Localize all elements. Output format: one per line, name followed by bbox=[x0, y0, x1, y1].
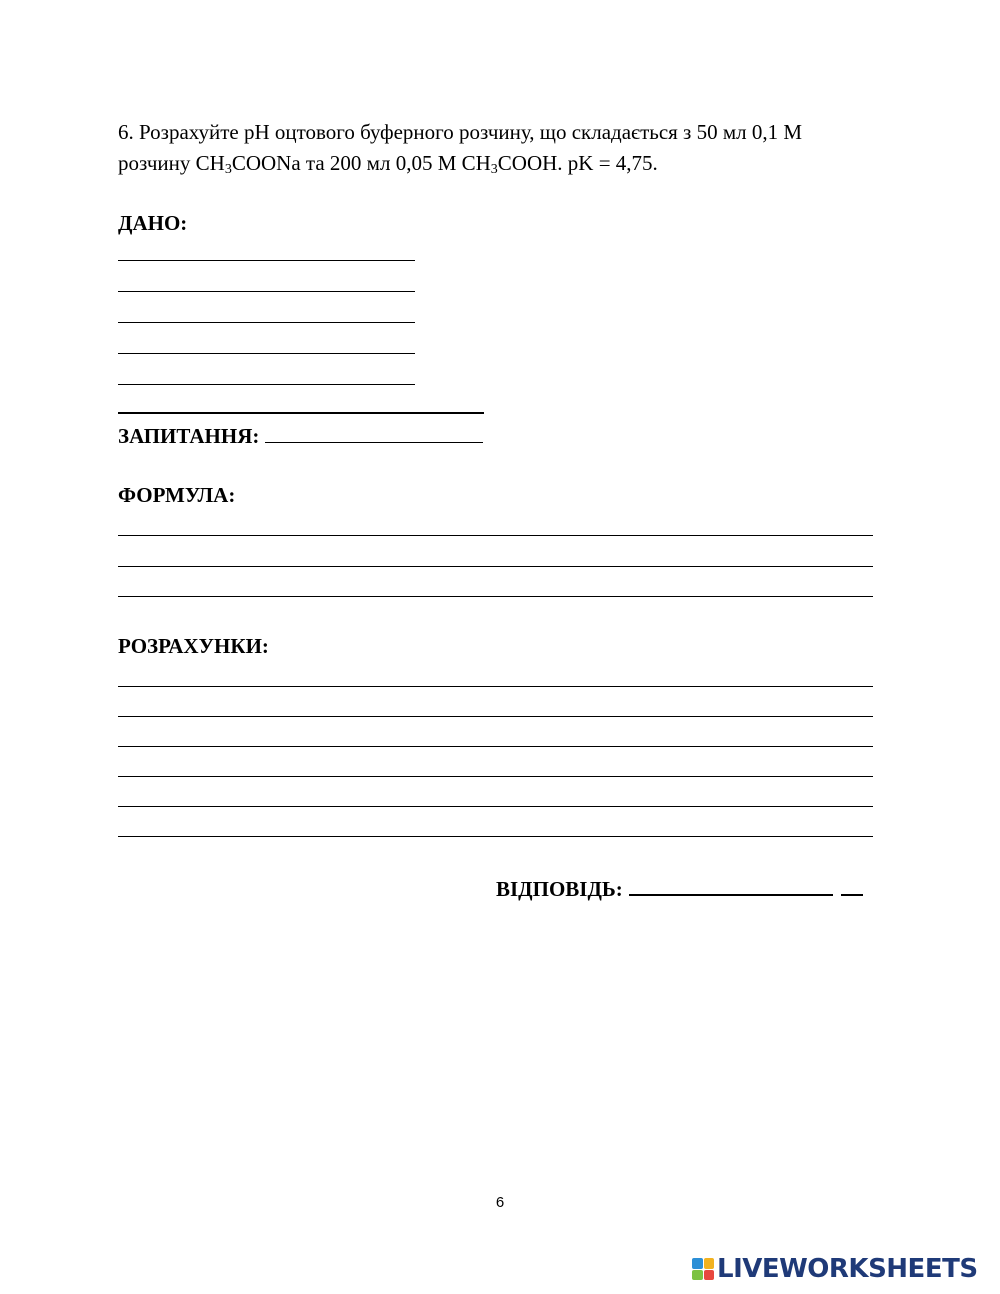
answer-row bbox=[496, 876, 863, 902]
calculations-blank-line[interactable] bbox=[118, 746, 873, 747]
logo-tile bbox=[704, 1270, 715, 1281]
page-number: 6 bbox=[495, 1194, 505, 1211]
formula-blank-line[interactable] bbox=[118, 535, 873, 536]
formula-blank-line[interactable] bbox=[118, 596, 873, 597]
calculations-heading: РОЗРАХУНКИ: bbox=[118, 634, 269, 658]
given-blank-line[interactable] bbox=[118, 322, 415, 323]
brand-text: LIVEWORKSHEETS bbox=[717, 1254, 978, 1284]
question-label: ЗАПИТАННЯ: bbox=[118, 424, 260, 448]
subscript-1: 3 bbox=[224, 162, 232, 177]
formula-blank-line[interactable] bbox=[118, 566, 873, 567]
answer-label: ВІДПОВІДЬ: bbox=[496, 877, 623, 901]
logo-tile bbox=[692, 1270, 703, 1281]
given-blank-line[interactable] bbox=[118, 353, 415, 354]
calculations-blank-line[interactable] bbox=[118, 776, 873, 777]
task-line-2-mid: COONa та 200 мл 0,05 М CH bbox=[231, 151, 491, 175]
liveworksheets-brand bbox=[692, 1254, 978, 1284]
answer-blank[interactable] bbox=[629, 876, 833, 896]
question-blank[interactable] bbox=[265, 424, 483, 443]
calculations-blank-line[interactable] bbox=[118, 686, 873, 687]
calculations-blank-line[interactable] bbox=[118, 716, 873, 717]
logo-tile bbox=[704, 1258, 715, 1269]
given-blank-line[interactable] bbox=[118, 384, 415, 385]
given-heading: ДАНО: bbox=[118, 211, 188, 235]
given-blank-line[interactable] bbox=[118, 291, 415, 292]
calculations-blank-line[interactable] bbox=[118, 806, 873, 807]
given-blank-line[interactable] bbox=[118, 260, 415, 261]
given-blank-line[interactable] bbox=[118, 412, 484, 414]
formula-heading: ФОРМУЛА: bbox=[118, 483, 236, 507]
task-line-2-start: розчину CH bbox=[118, 151, 225, 175]
task-text bbox=[118, 117, 898, 179]
liveworksheets-logo-icon bbox=[692, 1258, 714, 1280]
answer-unit-blank[interactable] bbox=[841, 876, 863, 896]
task-line-1: 6. Розрахуйте pH оцтового буферного розчину, що складається з 50 мл 0,1 М bbox=[118, 120, 803, 144]
logo-tile bbox=[692, 1258, 703, 1269]
question-heading bbox=[118, 423, 483, 449]
task-line-2-end: COOH. pK = 4,75. bbox=[497, 151, 658, 175]
subscript-2: 3 bbox=[490, 162, 498, 177]
calculations-blank-line[interactable] bbox=[118, 836, 873, 837]
